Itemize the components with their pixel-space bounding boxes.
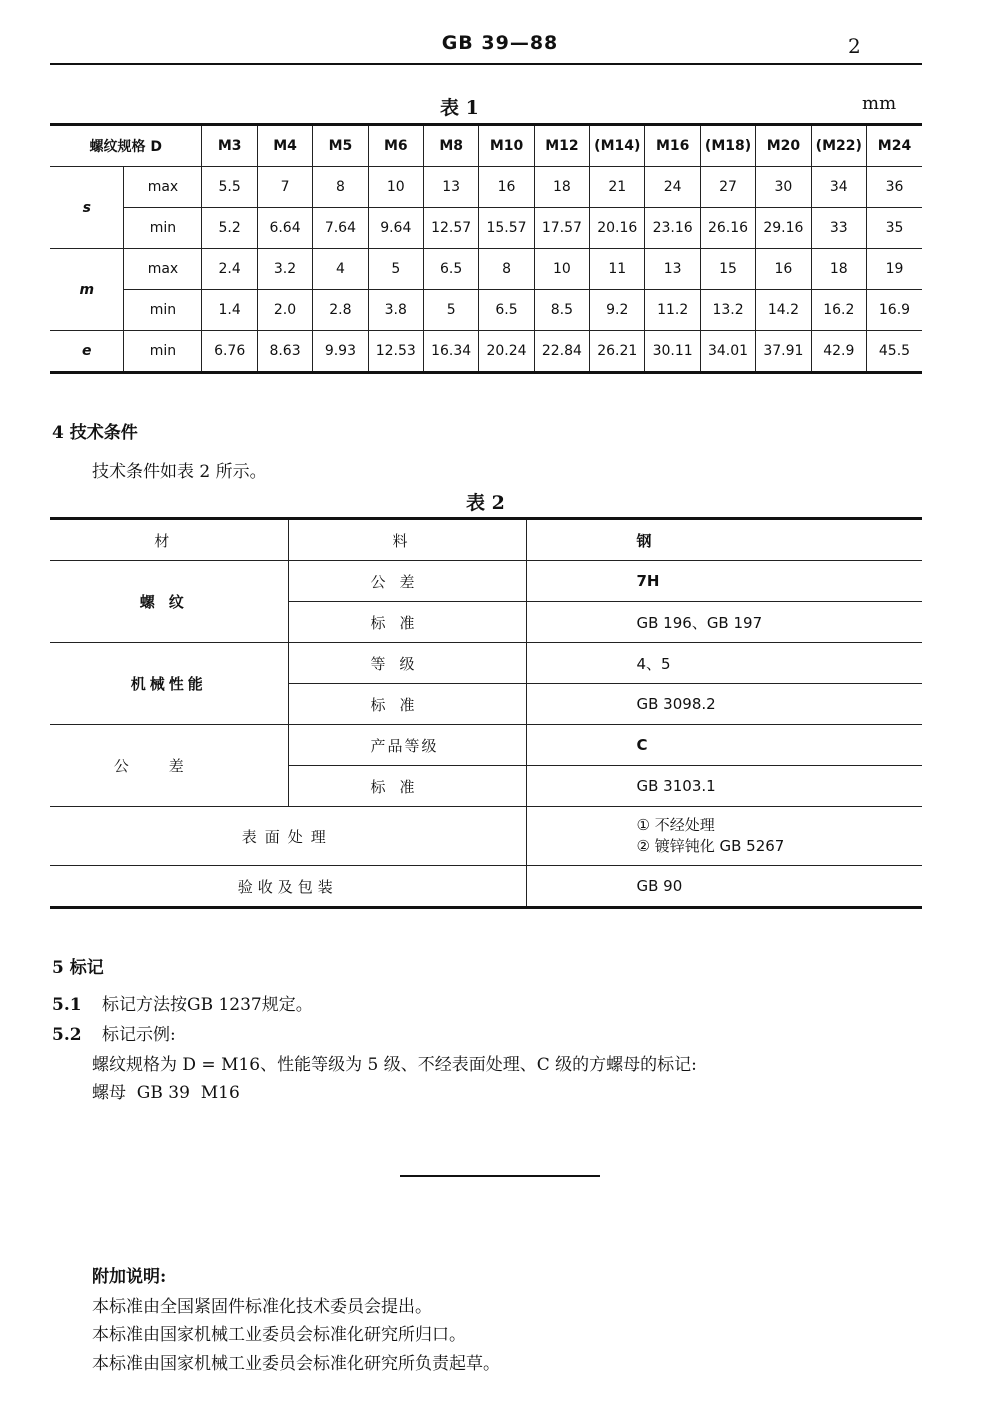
page-number: 2 [848,34,861,58]
size-col: M8 [423,125,478,167]
table-cell: 15.57 [479,208,534,249]
item-number: 5.2 [52,1025,82,1045]
table-cell: 37.91 [756,331,811,373]
surface-label: 表面处理 [50,807,526,866]
section4-title: 4 技术条件 [52,423,138,443]
example-mark: 螺母 GB 39 M16 [92,1083,240,1103]
table-cell: 5 [423,290,478,331]
size-col: (M22) [811,125,866,167]
table-cell: 20.16 [590,208,645,249]
table1-unit: mm [862,93,897,114]
tolerance-grade-value: C [526,725,922,766]
thread-tol-value: 7H [526,561,922,602]
mech-std-value: GB 3098.2 [526,684,922,725]
thread-label: 螺纹 [50,561,288,643]
table-cell: 13 [645,249,700,290]
table-cell: 7 [257,167,312,208]
table-cell: 10 [534,249,589,290]
mech-label: 机械性能 [50,643,288,725]
table1-header-label: 螺纹规格 D [50,125,202,167]
table-cell: 2.8 [313,290,368,331]
row-label: min [124,208,202,249]
table-cell: 2.4 [202,249,257,290]
table-cell: 21 [590,167,645,208]
table-cell: 12.57 [423,208,478,249]
size-col: M16 [645,125,700,167]
document-header: GB 39—88 [441,32,559,54]
material-value: 钢 [526,519,922,561]
table-cell: 42.9 [811,331,866,373]
section5-item [52,1020,176,1045]
size-col: M4 [257,125,312,167]
section5-title: 5 标记 [52,958,104,978]
table-cell: 2.0 [257,290,312,331]
surface-value-1: ① 不经处理 [636,816,715,834]
row-group-symbol: e [50,331,124,373]
size-col: M24 [866,125,922,167]
table-cell: 3.2 [257,249,312,290]
acceptance-value: GB 90 [526,866,922,908]
table-cell: 9.2 [590,290,645,331]
tolerance-label: 公差 [50,725,288,807]
item-text: 标记示例: [102,1025,176,1045]
example-line: 螺纹规格为 D = M16、性能等级为 5 级、不经表面处理、C 级的方螺母的标记: [92,1055,697,1075]
table-cell: 24 [645,167,700,208]
thread-std-value: GB 196、GB 197 [526,602,922,643]
separator-rule [400,1175,600,1177]
table-cell: 18 [534,167,589,208]
table1-caption: 表 1 [440,97,479,119]
row-label: min [124,290,202,331]
table-cell: 13.2 [700,290,755,331]
table-cell: 19 [866,249,922,290]
tolerance-std-value: GB 3103.1 [526,766,922,807]
table-cell: 22.84 [534,331,589,373]
table-cell: 5 [368,249,423,290]
table-cell: 18 [811,249,866,290]
table-row [50,331,922,373]
table-cell: 14.2 [756,290,811,331]
table-cell: 16 [479,167,534,208]
size-col: (M14) [590,125,645,167]
table-cell: 30.11 [645,331,700,373]
table-cell: 11.2 [645,290,700,331]
table-cell: 6.5 [423,249,478,290]
size-col: M3 [202,125,257,167]
table-cell: 13 [423,167,478,208]
row-label: max [124,249,202,290]
table-cell: 34 [811,167,866,208]
header-rule [50,63,922,65]
table-cell: 9.64 [368,208,423,249]
table-cell: 11 [590,249,645,290]
table-cell: 36 [866,167,922,208]
size-col: M5 [313,125,368,167]
size-col: (M18) [700,125,755,167]
table-cell: 16.2 [811,290,866,331]
table2 [50,517,922,909]
size-col: M6 [368,125,423,167]
table-cell: 6.64 [257,208,312,249]
table-cell: 5.2 [202,208,257,249]
row-group-symbol: m [50,249,124,331]
table-row [50,866,922,908]
table-cell: 34.01 [700,331,755,373]
mech-grade-value: 4、5 [526,643,922,684]
note-line: 本标准由全国紧固件标准化技术委员会提出。 [92,1297,432,1317]
table-cell: 30 [756,167,811,208]
table-cell: 6.5 [479,290,534,331]
table-cell: 35 [866,208,922,249]
table-cell: 3.8 [368,290,423,331]
table2-caption: 表 2 [466,492,505,514]
table-row [50,561,922,602]
row-group-symbol: s [50,167,124,249]
notes-title: 附加说明: [92,1267,167,1287]
mech-std-label: 标准 [288,684,526,725]
thread-tol-label: 公差 [288,561,526,602]
table-cell: 12.53 [368,331,423,373]
table-row [50,249,922,290]
table-cell: 26.21 [590,331,645,373]
section4-text: 技术条件如表 2 所示。 [92,462,267,482]
item-text: 标记方法按GB 1237规定。 [102,995,313,1015]
acceptance-label: 验收及包装 [50,866,526,908]
surface-values [526,807,922,866]
section5-item [52,990,313,1015]
note-line: 本标准由国家机械工业委员会标准化研究所负责起草。 [92,1354,500,1374]
table-cell: 33 [811,208,866,249]
table-cell: 5.5 [202,167,257,208]
table-row [50,167,922,208]
table-cell: 8.5 [534,290,589,331]
table-cell: 1.4 [202,290,257,331]
table-cell: 17.57 [534,208,589,249]
material-label-b: 料 [288,519,526,561]
table-cell: 29.16 [756,208,811,249]
table1-header-row [50,125,922,167]
table-cell: 23.16 [645,208,700,249]
table-row [50,807,922,866]
table-cell: 26.16 [700,208,755,249]
table-cell: 4 [313,249,368,290]
tolerance-grade-label: 产品等级 [288,725,526,766]
row-label: min [124,331,202,373]
table-cell: 15 [700,249,755,290]
table-row [50,725,922,766]
tolerance-std-label: 标准 [288,766,526,807]
note-line: 本标准由国家机械工业委员会标准化研究所归口。 [92,1325,466,1345]
table-cell: 9.93 [313,331,368,373]
table-cell: 7.64 [313,208,368,249]
table-cell: 20.24 [479,331,534,373]
table-row [50,519,922,561]
table-cell: 16.9 [866,290,922,331]
surface-value-2: ② 镀锌钝化 GB 5267 [636,837,785,855]
table-cell: 8 [479,249,534,290]
size-col: M10 [479,125,534,167]
table-cell: 10 [368,167,423,208]
table1 [50,123,922,374]
table-cell: 16 [756,249,811,290]
table-row [50,208,922,249]
table-cell: 27 [700,167,755,208]
item-number: 5.1 [52,995,82,1015]
mech-grade-label: 等级 [288,643,526,684]
table-cell: 6.76 [202,331,257,373]
table-row [50,290,922,331]
table-cell: 45.5 [866,331,922,373]
table-cell: 8 [313,167,368,208]
row-label: max [124,167,202,208]
table-cell: 8.63 [257,331,312,373]
size-col: M20 [756,125,811,167]
table-cell: 16.34 [423,331,478,373]
table-row [50,643,922,684]
material-label-a: 材 [50,519,288,561]
size-col: M12 [534,125,589,167]
thread-std-label: 标准 [288,602,526,643]
